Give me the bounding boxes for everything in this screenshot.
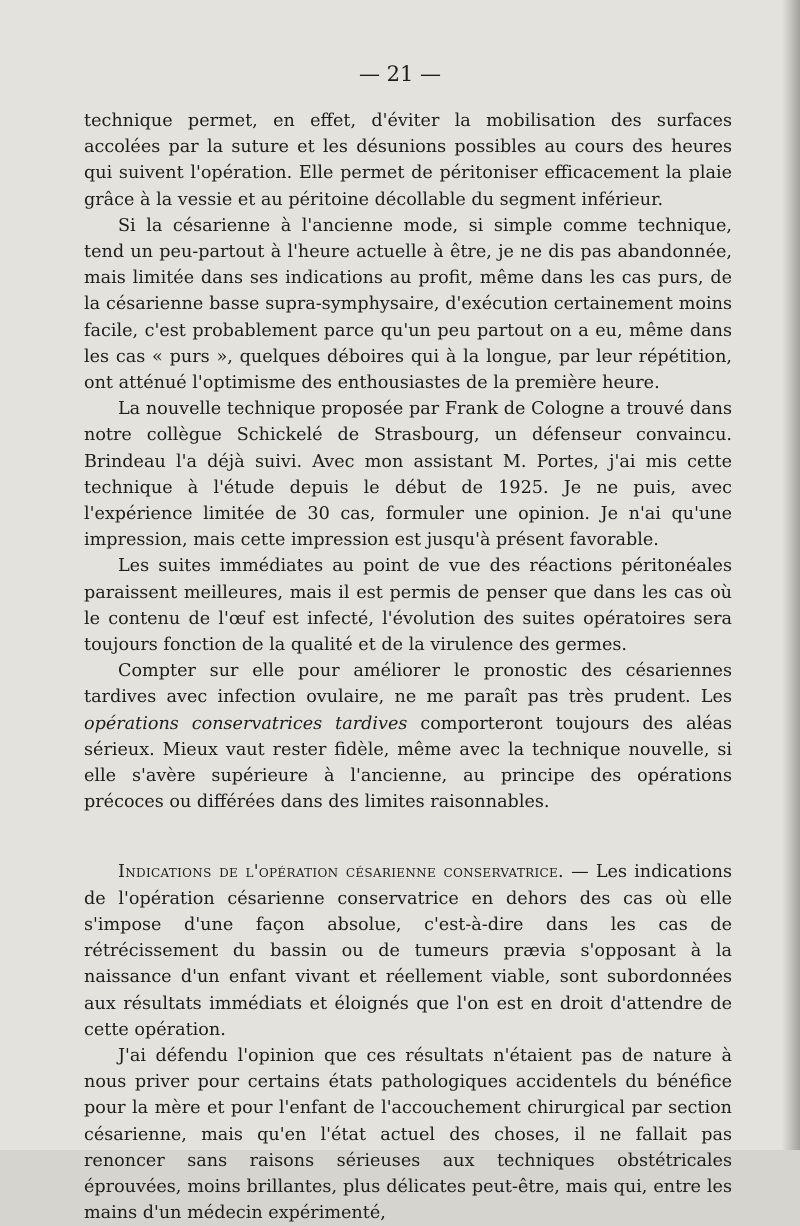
paragraph-2: Si la césarienne à l'ancienne mode, si simple comme technique, tend un peu-partout à l'heure actuelle à être, je ne dis pas abandonnée, mais limitée dans ses indications au profit, même dans les cas purs, de la césarienne basse supra-symphysaire, d'exécution certainement moins facile, c'est probablement parce qu'un peu partout on a eu, même dans les cas « purs », quelques déboires qui à la longue, par leur répétition, ont atténué l'optimisme des enthousiastes de la première heure. xyxy=(84,215,732,394)
page-body xyxy=(84,108,732,1226)
page-edge-shadow xyxy=(782,0,800,1150)
paragraph-3: La nouvelle technique proposée par Frank de Cologne a trouvé dans notre collègue Schickelé de Strasbourg, un défenseur convaincu. Brindeau l'a déjà suivi. Avec mon assistant M. Portes, j'ai mis cette technique à l'étude depuis le début de 1925. Je ne puis, avec l'expérience limitée de 30 cas, formuler une opinion. Je n'ai qu'une impression, mais cette impression est jusqu'à présent favorable. xyxy=(84,399,732,551)
paragraph-5-text-a: Compter sur elle pour améliorer le pronostic des césariennes tardives avec infection ovulaire, ne me paraît pas très prudent. Les xyxy=(84,661,732,708)
page-number: — 21 — xyxy=(358,62,442,86)
section-body: — Les indications de l'opération césarienne conservatrice en dehors des cas où elle s'impose d'une façon absolue, c'est-à-dire dans les cas de rétrécissement du bassin ou de tumeurs prævia s'opposant à la naissance d'un enfant vivant et réellement viable, sont subordonnées aux résultats immédiats et éloignés que l'on est en droit d'attendre de cette opération. xyxy=(84,862,732,1040)
paragraph-5 xyxy=(84,658,732,815)
section-heading: Indications de l'opération césarienne conservatrice. xyxy=(118,862,564,883)
paragraph-7: J'ai défendu l'opinion que ces résultats n'étaient pas de nature à nous priver pour certains états pathologiques accidentels du bénéfice pour la mère et pour l'enfant de l'accouchement chirurgical par section césarienne, mais qu'en l'état actuel des choses, il ne fallait pas renoncer sans raisons sérieuses aux techniques obstétricales éprouvées, moins brillantes, plus délicates peut-être, mais qui, entre les mains d'un médecin expérimenté, xyxy=(84,1045,732,1224)
paragraph-4: Les suites immédiates au point de vue des réactions péritonéales paraissent meilleures, mais il est permis de penser que dans les cas où le contenu de l'œuf est infecté, l'évolution des suites opératoires sera toujours fonction de la qualité et de la virulence des germes. xyxy=(84,556,732,656)
paragraph-5-italic: opérations conservatrices tardives xyxy=(84,713,408,734)
section-indications xyxy=(84,859,732,1042)
paragraph-1: technique permet, en effet, d'éviter la mobilisation des surfaces accolées par la suture et les désunions possibles au cours des heures qui suivent l'opération. Elle permet de péritoniser efficacement la plaie grâce à la vessie et au péritoine décollable du segment inférieur. xyxy=(84,111,732,210)
paragraph-5-text-b: comporteront toujours des aléas sérieux. Mieux vaut rester fidèle, même avec la technique nouvelle, si elle s'avère supérieure à l'ancienne, au principe des opérations précoces ou différées dans des limites raisonnables. xyxy=(84,713,733,813)
